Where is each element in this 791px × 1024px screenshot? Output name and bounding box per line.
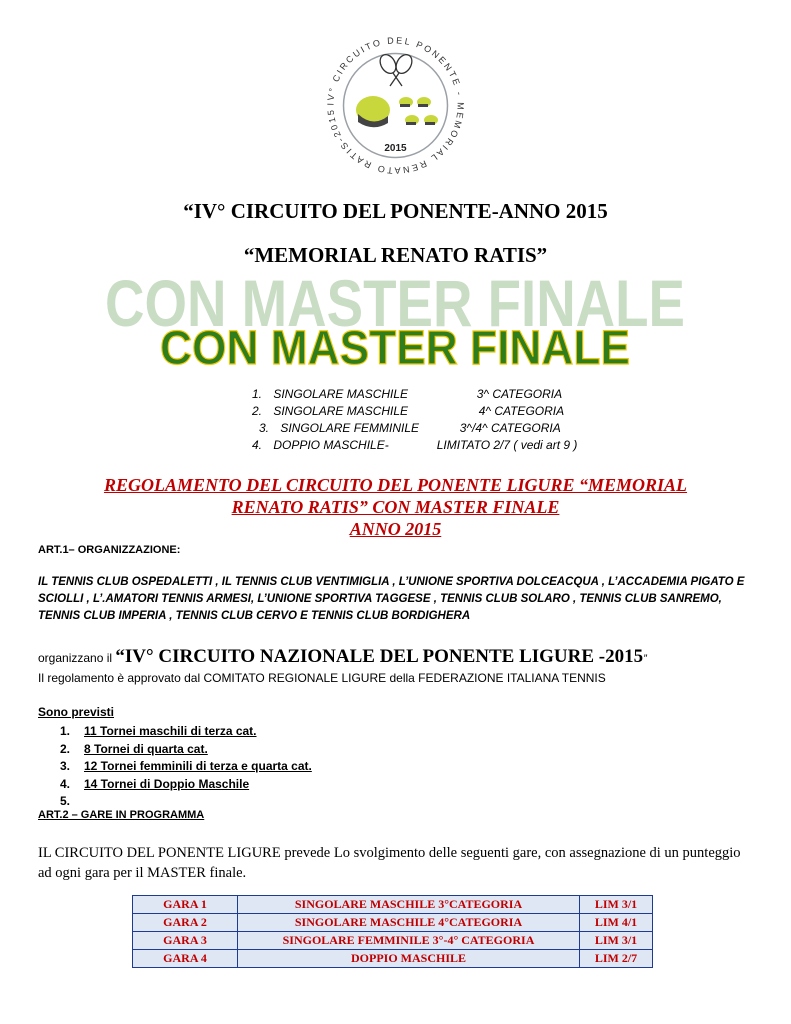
clubs-paragraph: IL TENNIS CLUB OSPEDALETTI , IL TENNIS CLUB VENTIMIGLIA , L’UNIONE SPORTIVA DOLCEACQUA , L’ACCADEMIA PIGATO E SCIOLLI , L’.AMATORI TENNIS ARMESI, L’UNIONE SPORTIVA TAGGESE , TENNIS CLUB SOLARO , TENNIS CLUB SANREMO, TENNIS CLUB IMPERIA , TENNIS CLUB CERVO E TENNIS CLUB BORDIGHERA [38,576,745,622]
circuit-logo [318,28,473,183]
previsti-list [60,723,312,811]
list-item: 2. 8 Tornei di quarta cat. [60,741,208,756]
approval-note: Il regolamento è approvato dal COMITATO REGIONALE LIGURE della FEDERAZIONE ITALIANA TENNIS [38,671,606,685]
logo-year: 2015 [384,143,407,154]
list-item: 1. 11 Tornei maschili di terza cat. [60,724,257,738]
master-finale-banner [95,258,695,378]
list-item: 5. [60,794,71,808]
regolamento-title: REGOLAMENTO DEL CIRCUITO DEL PONENTE LIGURE “MEMORIAL RENATO RATIS” CON MASTER FINALE ANNO 2015 [103,475,688,539]
table-row: GARA 2 SINGOLARE MASCHILE 4°CATEGORIA LIM 4/1 [133,914,653,932]
art1-heading: ART.1– ORGANIZZAZIONE: [38,544,181,556]
table-row: GARA 1 SINGOLARE MASCHILE 3°CATEGORIA LIM 3/1 [133,896,653,914]
gare-table [132,895,653,968]
circuit-name: “IV° CIRCUITO NAZIONALE DEL PONENTE LIGURE -2015 [115,646,644,667]
organizzano-line: organizzano il “IV° CIRCUITO NAZIONALE DEL PONENTE LIGURE -2015” [38,646,647,667]
page-title: “IV° CIRCUITO DEL PONENTE-ANNO 2015 [183,199,608,223]
list-item: 4. 14 Tornei di Doppio Maschile [60,776,250,791]
category-item: 1. SINGOLARE MASCHILE 3^ CATEGORIA [252,387,563,401]
banner-ghost-text: CON MASTER FINALE [105,266,685,340]
banner-text: CON MASTER FINALE [160,322,630,375]
list-item: 3. 12 Tornei femminili di terza e quarta cat. [60,759,312,773]
rackets-icon [377,52,415,86]
category-item: 4. DOPPIO MASCHILE- LIMITATO 2/7 ( vedi art 9 ) [252,438,578,452]
helmets-icon [356,96,438,127]
table-row: GARA 3 SINGOLARE FEMMINILE 3°-4° CATEGORIA LIM 3/1 [133,932,653,950]
category-item: 3. SINGOLARE FEMMINILE 3^/4^ CATEGORIA [259,421,561,435]
previsti-title: Sono previsti [38,705,115,719]
art2-heading: ART.2 – GARE IN PROGRAMMA [38,809,205,821]
table-row: GARA 4 DOPPIO MASCHILE LIM 2/7 [133,950,653,968]
art2-description: IL CIRCUITO DEL PONENTE LIGURE prevede Lo svolgimento delle seguenti gare, con assegnazione di un punteggio ad ogni gara per il MASTER finale. [38,845,741,881]
page-subtitle: “MEMORIAL RENATO RATIS” [243,243,548,267]
svg-text:IV° CIRCUITO DEL PONENTE - MEM [325,35,465,175]
category-item: 2. SINGOLARE MASCHILE 4^ CATEGORIA [252,404,565,418]
logo-ring-text: IV° CIRCUITO DEL PONENTE - MEMORIAL RENATO RATIS-2015 [325,35,466,176]
